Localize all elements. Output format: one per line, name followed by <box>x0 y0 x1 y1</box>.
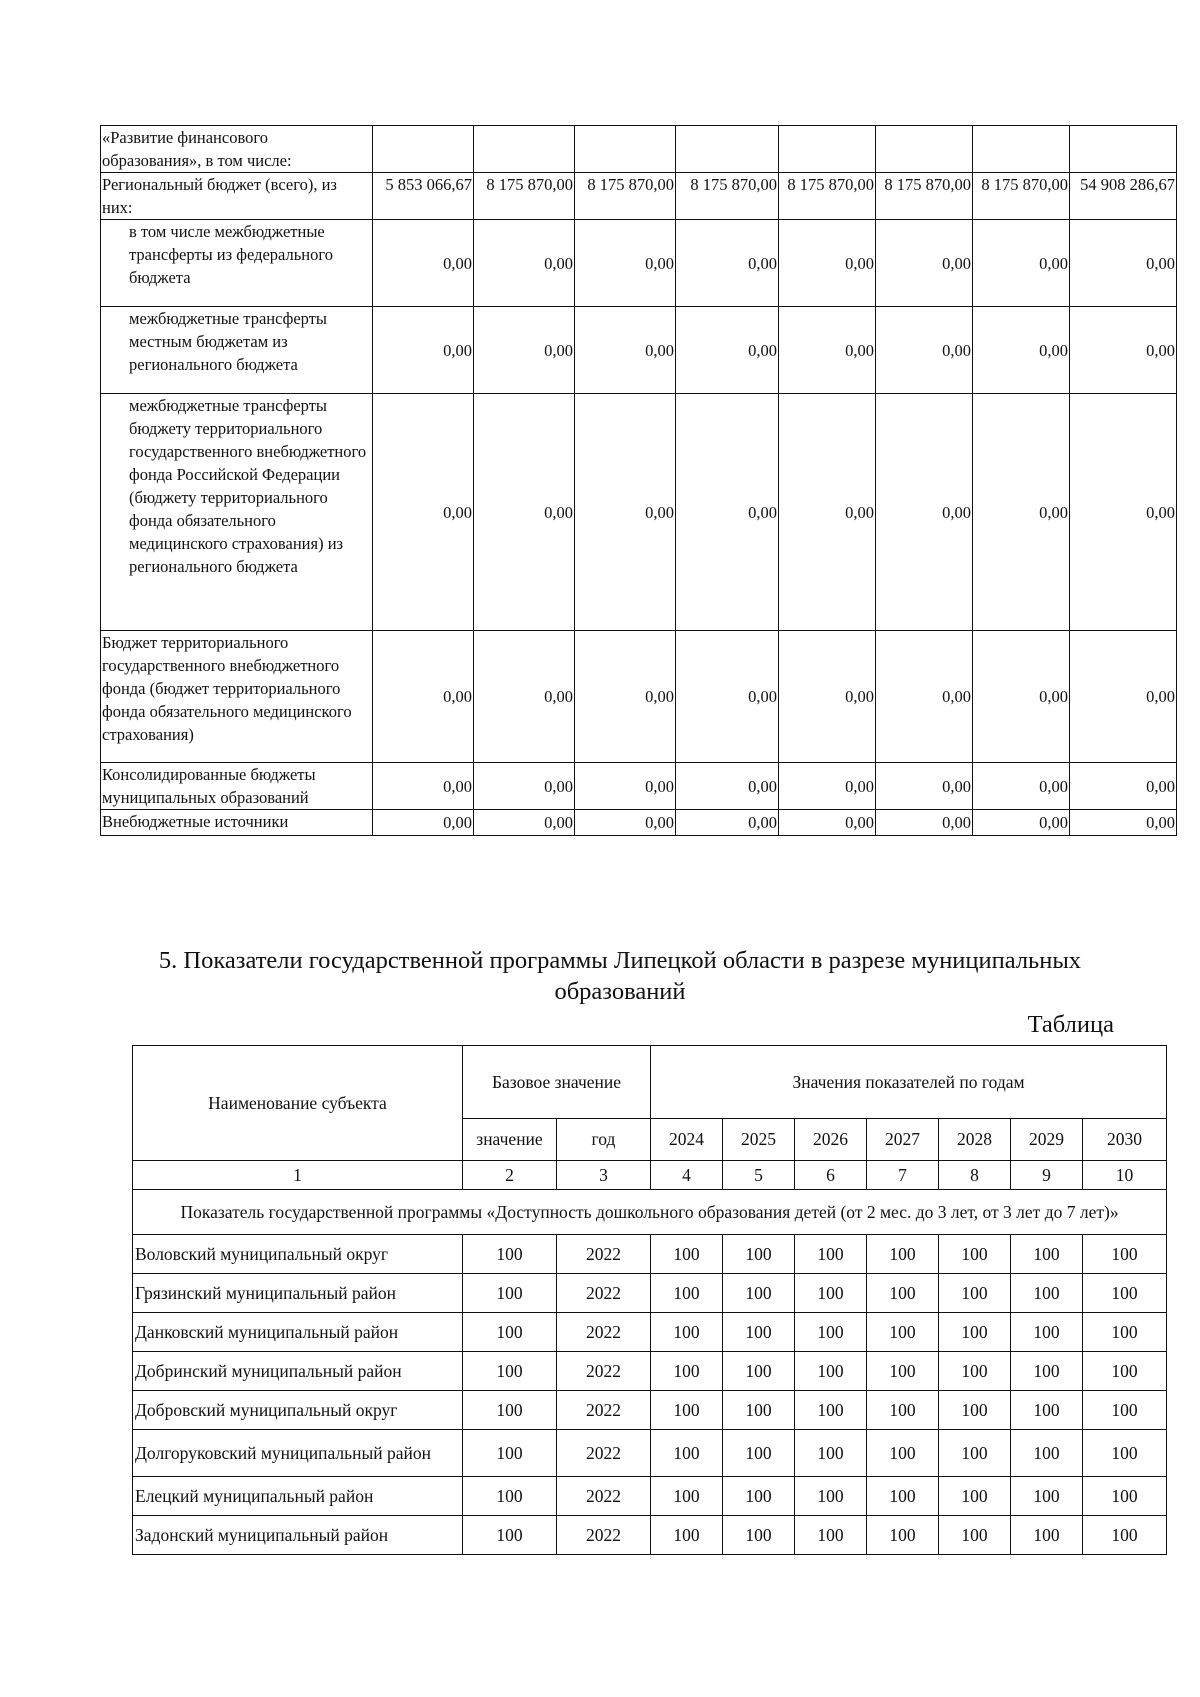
finance-cell: 0,00 <box>474 220 575 307</box>
table-row <box>133 1516 1167 1555</box>
finance-cell: 0,00 <box>474 307 575 394</box>
header-year-2024: 2024 <box>651 1119 723 1161</box>
col-number: 2 <box>463 1161 557 1190</box>
finance-cell: 0,00 <box>1070 763 1177 810</box>
year-value: 100 <box>867 1352 939 1391</box>
finance-cell: 0,00 <box>1070 631 1177 763</box>
municipality-name: Елецкий муниципальный район <box>133 1477 463 1516</box>
table-row <box>133 1391 1167 1430</box>
finance-cell: 0,00 <box>779 631 876 763</box>
header-base: Базовое значение <box>463 1046 651 1119</box>
base-value: 100 <box>463 1352 557 1391</box>
municipality-name: Добровский муниципальный округ <box>133 1391 463 1430</box>
finance-cell: 0,00 <box>474 631 575 763</box>
finance-row <box>101 307 1177 394</box>
table-row <box>133 1274 1167 1313</box>
finance-cell: 54 908 286,67 <box>1070 173 1177 220</box>
municipality-name: Воловский муниципальный округ <box>133 1235 463 1274</box>
municipality-name: Долгоруковский муниципальный район <box>133 1430 463 1477</box>
finance-cell: 0,00 <box>876 394 973 631</box>
finance-cell: 0,00 <box>779 394 876 631</box>
year-value: 100 <box>867 1516 939 1555</box>
year-value: 100 <box>867 1274 939 1313</box>
year-value: 100 <box>867 1477 939 1516</box>
header-year-2027: 2027 <box>867 1119 939 1161</box>
year-value: 100 <box>939 1352 1011 1391</box>
finance-row-label: Внебюджетные источники <box>101 810 373 836</box>
finance-cell: 0,00 <box>1070 220 1177 307</box>
year-value: 100 <box>1083 1274 1167 1313</box>
finance-cell: 0,00 <box>575 631 676 763</box>
table-row <box>133 1430 1167 1477</box>
year-value: 100 <box>723 1313 795 1352</box>
finance-cell <box>1070 126 1177 173</box>
finance-cell <box>876 126 973 173</box>
finance-cell: 0,00 <box>575 394 676 631</box>
year-value: 100 <box>867 1391 939 1430</box>
year-value: 100 <box>723 1516 795 1555</box>
base-year: 2022 <box>557 1313 651 1352</box>
finance-cell: 0,00 <box>779 220 876 307</box>
year-value: 100 <box>1011 1391 1083 1430</box>
year-value: 100 <box>939 1313 1011 1352</box>
year-value: 100 <box>1011 1274 1083 1313</box>
col-number: 3 <box>557 1161 651 1190</box>
finance-cell <box>575 126 676 173</box>
year-value: 100 <box>1083 1313 1167 1352</box>
base-value: 100 <box>463 1313 557 1352</box>
year-value: 100 <box>795 1313 867 1352</box>
program-indicator-row <box>133 1190 1167 1235</box>
finance-cell: 0,00 <box>876 631 973 763</box>
finance-cell <box>373 126 474 173</box>
finance-cell: 0,00 <box>1070 394 1177 631</box>
finance-cell: 0,00 <box>1070 810 1177 836</box>
numbering-row <box>133 1161 1167 1190</box>
finance-cell: 0,00 <box>973 631 1070 763</box>
header-year-2028: 2028 <box>939 1119 1011 1161</box>
base-value: 100 <box>463 1274 557 1313</box>
year-value: 100 <box>939 1274 1011 1313</box>
table-row <box>133 1352 1167 1391</box>
header-row-1 <box>133 1046 1167 1119</box>
finance-cell: 8 175 870,00 <box>676 173 779 220</box>
year-value: 100 <box>723 1477 795 1516</box>
finance-cell: 0,00 <box>474 810 575 836</box>
finance-cell: 0,00 <box>973 763 1070 810</box>
finance-row-label: межбюджетные трансферты местным бюджетам из регионального бюджета <box>101 307 373 394</box>
year-value: 100 <box>795 1274 867 1313</box>
base-year: 2022 <box>557 1235 651 1274</box>
finance-cell: 0,00 <box>973 307 1070 394</box>
base-value: 100 <box>463 1235 557 1274</box>
year-value: 100 <box>723 1235 795 1274</box>
finance-cell: 8 175 870,00 <box>973 173 1070 220</box>
col-number: 8 <box>939 1161 1011 1190</box>
finance-cell: 0,00 <box>373 394 474 631</box>
finance-row <box>101 810 1177 836</box>
finance-cell: 0,00 <box>973 394 1070 631</box>
col-number: 7 <box>867 1161 939 1190</box>
finance-cell: 0,00 <box>373 220 474 307</box>
base-year: 2022 <box>557 1430 651 1477</box>
finance-row-label: межбюджетные трансферты бюджету территориального государственного внебюджетного фонда Российской Федерации (бюджету территориального фонда обязательного медицинского страхования) из регионального бюджета <box>101 394 373 631</box>
year-value: 100 <box>867 1313 939 1352</box>
year-value: 100 <box>651 1235 723 1274</box>
table-row <box>133 1313 1167 1352</box>
year-value: 100 <box>651 1430 723 1477</box>
finance-row-label: Региональный бюджет (всего), из них: <box>101 173 373 220</box>
finance-cell: 0,00 <box>474 763 575 810</box>
finance-cell: 0,00 <box>373 763 474 810</box>
year-value: 100 <box>723 1391 795 1430</box>
base-year: 2022 <box>557 1516 651 1555</box>
col-number: 4 <box>651 1161 723 1190</box>
base-year: 2022 <box>557 1391 651 1430</box>
year-value: 100 <box>1083 1352 1167 1391</box>
finance-row <box>101 173 1177 220</box>
finance-cell: 0,00 <box>474 394 575 631</box>
finance-cell <box>474 126 575 173</box>
header-subject: Наименование субъекта <box>133 1046 463 1161</box>
year-value: 100 <box>1083 1391 1167 1430</box>
col-number: 9 <box>1011 1161 1083 1190</box>
base-value: 100 <box>463 1516 557 1555</box>
col-number: 5 <box>723 1161 795 1190</box>
year-value: 100 <box>939 1235 1011 1274</box>
year-value: 100 <box>795 1352 867 1391</box>
finance-cell: 0,00 <box>373 810 474 836</box>
finance-cell: 0,00 <box>876 307 973 394</box>
section-title: 5. Показатели государственной программы Липецкой области в разрезе муниципальных образований <box>158 947 1082 1005</box>
year-value: 100 <box>939 1516 1011 1555</box>
year-value: 100 <box>1083 1477 1167 1516</box>
header-value: значение <box>463 1119 557 1161</box>
finance-cell: 0,00 <box>779 307 876 394</box>
base-year: 2022 <box>557 1477 651 1516</box>
finance-cell: 0,00 <box>876 220 973 307</box>
year-value: 100 <box>939 1477 1011 1516</box>
finance-row <box>101 763 1177 810</box>
municipality-name: Задонский муниципальный район <box>133 1516 463 1555</box>
year-value: 100 <box>939 1391 1011 1430</box>
finance-cell: 0,00 <box>575 220 676 307</box>
year-value: 100 <box>867 1235 939 1274</box>
year-value: 100 <box>795 1391 867 1430</box>
year-value: 100 <box>1011 1313 1083 1352</box>
finance-row <box>101 126 1177 173</box>
finance-cell: 0,00 <box>575 307 676 394</box>
year-value: 100 <box>651 1477 723 1516</box>
finance-cell: 0,00 <box>779 763 876 810</box>
finance-cell: 0,00 <box>876 763 973 810</box>
header-year-2029: 2029 <box>1011 1119 1083 1161</box>
finance-cell: 0,00 <box>575 763 676 810</box>
finance-cell: 0,00 <box>373 307 474 394</box>
base-value: 100 <box>463 1477 557 1516</box>
table-row <box>133 1235 1167 1274</box>
year-value: 100 <box>1011 1352 1083 1391</box>
year-value: 100 <box>651 1274 723 1313</box>
base-value: 100 <box>463 1430 557 1477</box>
finance-cell: 0,00 <box>676 631 779 763</box>
header-year-2030: 2030 <box>1083 1119 1167 1161</box>
finance-cell: 5 853 066,67 <box>373 173 474 220</box>
year-value: 100 <box>1011 1430 1083 1477</box>
finance-cell: 0,00 <box>779 810 876 836</box>
base-value: 100 <box>463 1391 557 1430</box>
base-year: 2022 <box>557 1274 651 1313</box>
year-value: 100 <box>795 1235 867 1274</box>
finance-cell: 0,00 <box>1070 307 1177 394</box>
finance-row-label: Консолидированные бюджеты муниципальных образований <box>101 763 373 810</box>
year-value: 100 <box>795 1430 867 1477</box>
year-value: 100 <box>1011 1477 1083 1516</box>
finance-cell: 0,00 <box>973 810 1070 836</box>
year-value: 100 <box>723 1430 795 1477</box>
year-value: 100 <box>723 1352 795 1391</box>
finance-row-label: «Развитие финансового образования», в том числе: <box>101 126 373 173</box>
table-row <box>133 1477 1167 1516</box>
finance-row-label: в том числе межбюджетные трансферты из федерального бюджета <box>101 220 373 307</box>
finance-cell <box>779 126 876 173</box>
year-value: 100 <box>939 1430 1011 1477</box>
year-value: 100 <box>651 1391 723 1430</box>
table-caption: Таблица <box>1027 1011 1114 1038</box>
finance-cell: 8 175 870,00 <box>779 173 876 220</box>
finance-cell: 0,00 <box>676 394 779 631</box>
finance-cell: 0,00 <box>676 810 779 836</box>
finance-cell: 0,00 <box>876 810 973 836</box>
municipality-name: Грязинский муниципальный район <box>133 1274 463 1313</box>
municipality-name: Данковский муниципальный район <box>133 1313 463 1352</box>
year-value: 100 <box>651 1352 723 1391</box>
program-indicator: Показатель государственной программы «Доступность дошкольного образования детей (от 2 мес. до 3 лет, от 3 лет до 7 лет)» <box>133 1190 1167 1235</box>
year-value: 100 <box>1083 1235 1167 1274</box>
year-value: 100 <box>795 1477 867 1516</box>
finance-cell: 0,00 <box>575 810 676 836</box>
year-value: 100 <box>1011 1516 1083 1555</box>
year-value: 100 <box>867 1430 939 1477</box>
finance-cell: 0,00 <box>973 220 1070 307</box>
col-number: 10 <box>1083 1161 1167 1190</box>
base-year: 2022 <box>557 1352 651 1391</box>
finance-cell <box>973 126 1070 173</box>
finance-cell <box>676 126 779 173</box>
year-value: 100 <box>1083 1516 1167 1555</box>
year-value: 100 <box>723 1274 795 1313</box>
finance-row-label: Бюджет территориального государственного внебюджетного фонда (бюджет территориального фонда обязательного медицинского страхования) <box>101 631 373 763</box>
header-by-years: Значения показателей по годам <box>651 1046 1167 1119</box>
col-number: 1 <box>133 1161 463 1190</box>
finance-cell: 0,00 <box>676 307 779 394</box>
finance-cell: 0,00 <box>676 220 779 307</box>
finance-cell: 8 175 870,00 <box>474 173 575 220</box>
year-value: 100 <box>1083 1430 1167 1477</box>
year-value: 100 <box>651 1313 723 1352</box>
year-value: 100 <box>651 1516 723 1555</box>
col-number: 6 <box>795 1161 867 1190</box>
finance-table <box>100 125 1177 836</box>
finance-cell: 8 175 870,00 <box>575 173 676 220</box>
header-year-2025: 2025 <box>723 1119 795 1161</box>
finance-row <box>101 394 1177 631</box>
municipality-name: Добринский муниципальный район <box>133 1352 463 1391</box>
year-value: 100 <box>1011 1235 1083 1274</box>
finance-row <box>101 220 1177 307</box>
indicator-table <box>132 1045 1167 1555</box>
header-year-2026: 2026 <box>795 1119 867 1161</box>
finance-cell: 8 175 870,00 <box>876 173 973 220</box>
finance-cell: 0,00 <box>373 631 474 763</box>
finance-row <box>101 631 1177 763</box>
year-value: 100 <box>795 1516 867 1555</box>
finance-cell: 0,00 <box>676 763 779 810</box>
header-year: год <box>557 1119 651 1161</box>
